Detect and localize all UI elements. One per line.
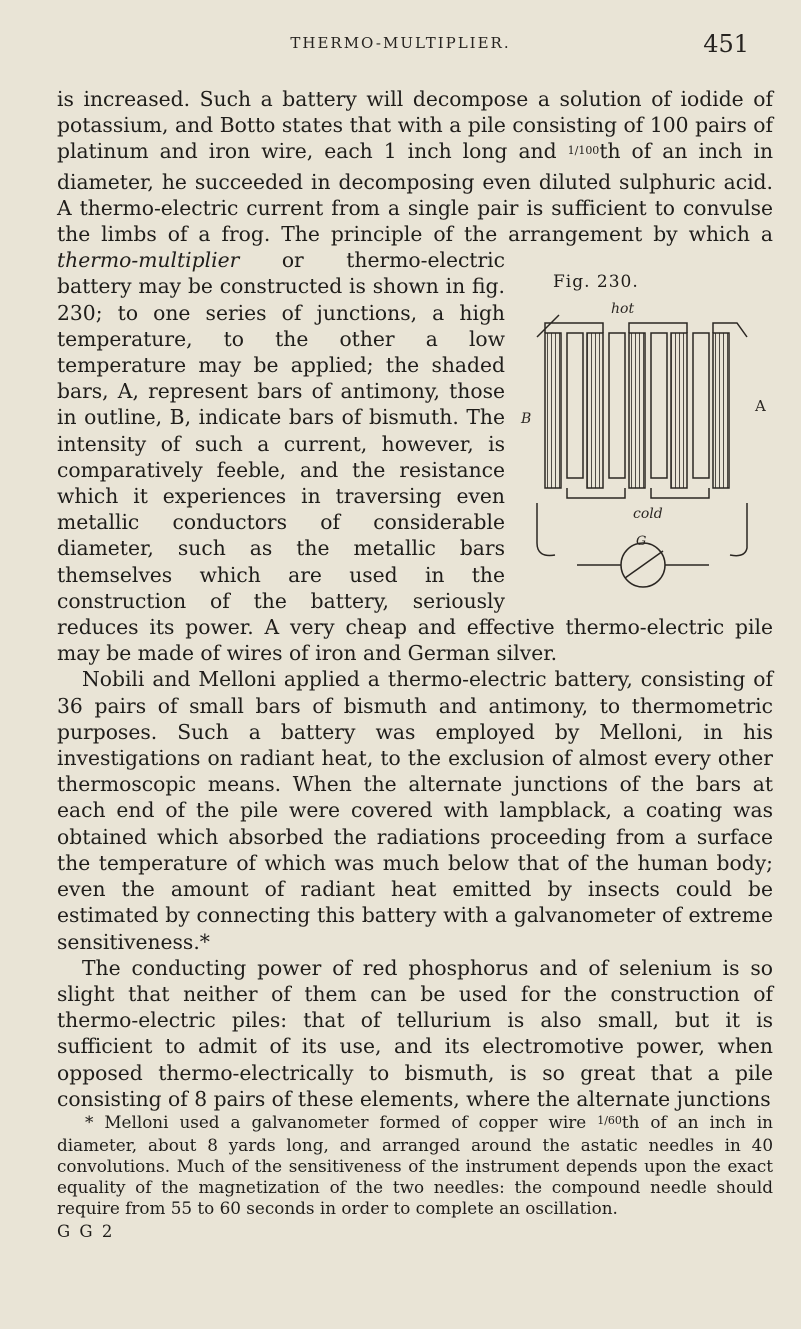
label-a: A: [755, 397, 766, 416]
bismuth-bar-3: [651, 333, 667, 478]
footnote: [57, 1112, 773, 1219]
antimony-bar-1: [545, 333, 561, 488]
running-title: THERMO-MULTIPLIER.: [290, 34, 511, 52]
paragraph-2: Nobili and Melloni applied a thermo-electric battery, consisting of 36 pairs of small bars of bismuth and antimony, to thermometric purposes. Such a battery was employed by Melloni, in his investigations on radiant heat, to the exclusion of almost every other thermoscopic means. When the alternate junctions of the bars at each end of the pile were covered with lampblack, a coating was obtained which absorbed the radiations proceeding from a surface the temperature of which was much below that of the human body; even the amount of radiant heat emitted by insects could be estimated by connecting this battery with a galvanometer of extreme sensitiveness.*: [57, 667, 773, 954]
bismuth-bar-4: [693, 333, 709, 478]
hot-junction-2: [629, 323, 687, 333]
cold-junction-1: [567, 488, 625, 498]
page-number: 451: [703, 30, 749, 58]
label-b: B: [521, 411, 532, 428]
antimony-bar-2: [587, 333, 603, 488]
thermo-pile-diagram: [515, 293, 777, 593]
cold-label: cold: [633, 506, 663, 523]
antimony-bar-3: [629, 333, 645, 488]
figure-caption: Fig. 230.: [553, 272, 639, 293]
footnote-fraction: 1/60: [597, 1113, 622, 1127]
bismuth-bar-1: [567, 333, 583, 478]
wire-left: [537, 503, 555, 556]
figure-230: [515, 269, 777, 589]
hot-label: hot: [611, 301, 635, 318]
paragraph-1-start: is increased. Such a battery will decompose a solution of iodide of potassium, and Botto states that with a pile consisting of 100 pairs of platinum and iron wire, each 1 inch long and: [57, 87, 773, 164]
hot-junction-1: [545, 323, 603, 333]
antimony-bar-5: [713, 333, 729, 488]
fraction-hundredth: 1/100: [567, 144, 600, 158]
galvanometer-needle: [625, 551, 663, 578]
footnote-marker: *: [85, 1111, 94, 1132]
antimony-bar-4: [671, 333, 687, 488]
thermo-multiplier-term: thermo-multiplier: [57, 248, 240, 273]
body-text: [57, 86, 773, 1245]
paragraph-1: [57, 86, 773, 666]
paragraph-1-end: or thermo-electric battery may be constructed is shown in fig. 230; to one series of junctions, a high temperature, to the other a low temperature may be applied; the shaded bars, A, represent bars of antimony, those in outline, B, indicate bars of bismuth. The intensity of such a current, however, is comparatively feeble, and the resistance which it experiences in traversing even metallic conductors of considerable diameter, such as the metallic bars themselves which are used in the construction of the battery, seriously reduces its power. A very cheap and effective thermo-electric pile may be made of wires of iron and German silver.: [57, 248, 773, 666]
signature-mark: G G 2: [57, 1221, 115, 1241]
bismuth-bar-2: [609, 333, 625, 478]
footnote-end: th of an inch in diameter, about 8 yards long, and arranged around the astatic needles in 40 convolutions. Much of the sensitiveness of the instrument depends upon the exact equality of the magnetization of the two needles: the compound needle should require from 55 to 60 seconds in order to complete an oscillation.: [57, 1111, 773, 1218]
footnote-start: Melloni used a galvanometer formed of copper wire: [93, 1111, 598, 1132]
cold-junction-2: [651, 488, 709, 498]
wire-right: [730, 503, 747, 556]
paragraph-3: The conducting power of red phosphorus and of selenium is so slight that neither of them can be used for the construction of thermo-electric piles: that of tellurium is also small, but it is sufficient to admit of its use, and its electromotive power, when opposed thermo-electrically to bismuth, is so great that a pile consisting of 8 pairs of these elements, where the alternate junctions: [57, 955, 773, 1111]
paragraph-1-mid: th of an inch in diameter, he succeeded in decomposing even diluted sulphuric acid. A thermo-electric current from a single pair is sufficient to convulse the limbs of a frog. The principle of the arrangement by which a: [57, 139, 774, 247]
label-g: G: [636, 534, 647, 550]
